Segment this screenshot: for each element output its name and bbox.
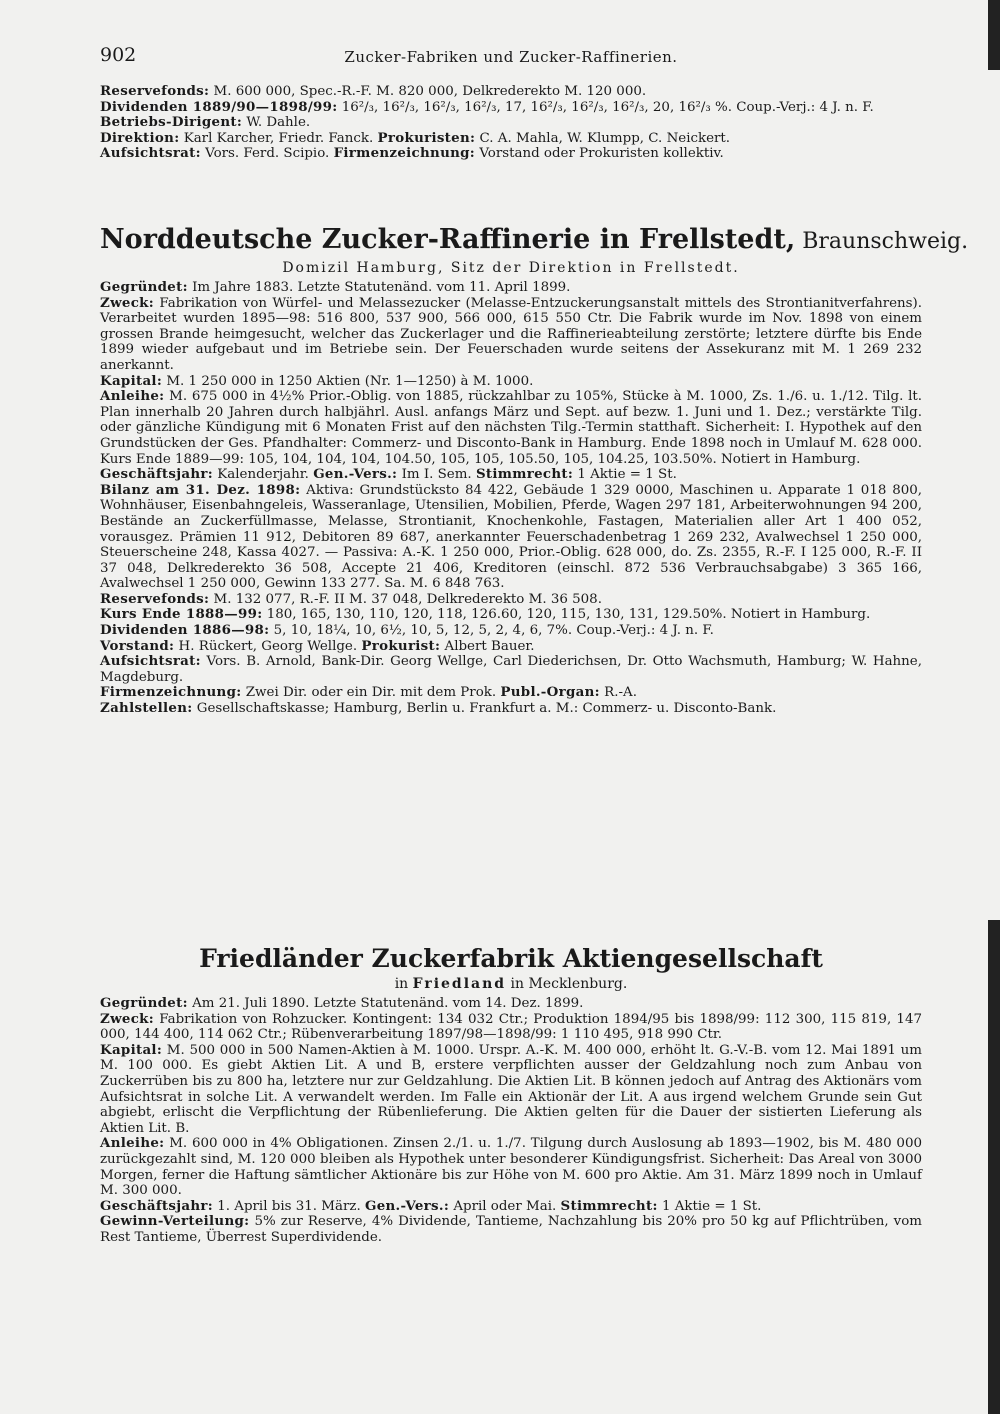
entry-value: 5% zur Reserve, 4% Dividende, Tantieme, Nachzahlung bis 20% pro 50 kg auf Pflichtrüben, vom Rest Tantieme, Überrest Superdividende. xyxy=(100,1214,922,1245)
entry-key: Dividenden 1886—98: xyxy=(100,622,270,639)
entry-value: 1 Aktie = 1 St. xyxy=(573,467,677,483)
running-title: Zucker-Fabriken und Zucker-Raffinerien. xyxy=(344,48,678,66)
entry-key: Firmenzeichnung: xyxy=(100,684,242,701)
entry-value: 5, 10, 18¼, 10, 6½, 10, 5, 12, 5, 2, 4, 6, 7%. Coup.-Verj.: 4 J. n. F. xyxy=(269,623,714,639)
entry-key: Anleihe: xyxy=(100,388,165,405)
entry-key: Bilanz am 31. Dez. 1898: xyxy=(100,481,301,498)
entry-value: Albert Bauer. xyxy=(440,638,535,654)
entry xyxy=(100,1214,922,1245)
entry-dividenden: Dividenden 1889/90—1898/99: 16²/₃, 16²/₃, 16²/₃, 16²/₃, 17, 16²/₃, 16²/₃, 16²/₃, 20, 16²/₃ %. Coup.-Verj.: 4 J. n. F. xyxy=(100,98,874,115)
scan-edge xyxy=(988,920,1000,1414)
entry xyxy=(100,1199,922,1215)
entry-value: M. 600 000 in 4% Obligationen. Zinsen 2./1. u. 1./7. Tilgung durch Auslosung ab 1893—1902, bis M. 480 000 zurückgezahlt sind, M. 120 000 bleiben als Hypothek unter besonderer Kündigungsfrist. Sicherheit: Das Areal von 3000 Morgen, ferner die Haftung sämtlicher Aktionäre bis zur Höhe von M. 600 pro Aktie. Am 31. März 1899 noch in Umlauf M. 300 000. xyxy=(100,1136,922,1199)
entry-key: Prokurist: xyxy=(361,637,441,654)
entry-value: Gesellschaftskasse; Hamburg, Berlin u. Frankfurt a. M.: Commerz- u. Disconto-Bank. xyxy=(192,701,777,717)
entry-key: Geschäftsjahr: xyxy=(100,1197,213,1214)
entry-value: Aktiva: Grundstücksto 84 422, Gebäude 1 329 0000, Maschinen u. Apparate 1 018 800, Wohnhäuser, Eisenbahngeleis, Wasseranlage, Utensilien, Mobilien, Pferde, Wagen 297 181, Arbeiterwohnungen 94 200, Bestände an Zuckerfüllmasse, Melasse, Strontianit, Knochenkohle, Fastagen, Materialien aller Art 1 400 052, vorausgez. Prämien 11 912, Debitoren 89 687, anerkannter Feuerschadenbetrag 1 269 232, Avalwechsel 1 250 000, Steuerscheine 248, Kassa 4027. — Passiva: A.-K. 1 250 000, Prior.-Oblig. 628 000, do. Zs. 2355, R.-F. I 125 000, R.-F. II 37 048, Delkrederekto 36 508, Accepte 21 406, Kreditoren (einschl. 872 536 Verbrauchsabgabe) 3 365 166, Avalwechsel 1 250 000, Gewinn 133 277. Sa. M. 6 848 763. xyxy=(100,482,923,592)
entry-key: Gegründet: xyxy=(100,279,188,295)
entry-value: M. 132 077, R.-F. II M. 37 048, Delkrederekto M. 36 508. xyxy=(209,591,602,607)
entry-key: Kapital: xyxy=(100,372,163,389)
company-friedlaender xyxy=(100,942,922,1246)
entry xyxy=(100,280,922,296)
company-norddeutsche xyxy=(100,222,969,717)
entry-reservefonds: Reservefonds: M. 600 000, Spec.-R.-F. M. 820 000, Delkrederekto M. 120 000. xyxy=(100,83,647,99)
entry xyxy=(100,623,922,639)
entry-key: Gen.-Vers.: xyxy=(313,466,398,483)
entry-betriebs-dirigent: Betriebs-Dirigent: W. Dahle. xyxy=(100,114,311,131)
entry xyxy=(100,654,922,685)
entry xyxy=(100,701,922,717)
entry xyxy=(100,996,922,1012)
entry-key: Geschäftsjahr: xyxy=(100,466,213,483)
entry-key: Vorstand: xyxy=(100,637,175,654)
company-entries xyxy=(100,280,922,717)
entry xyxy=(100,467,922,483)
entry xyxy=(100,374,922,390)
entry-value: 1 Aktie = 1 St. xyxy=(657,1198,762,1214)
entry-value: M. 1 250 000 in 1250 Aktien (Nr. 1—1250) à M. 1000. xyxy=(162,373,534,389)
page-number: 902 xyxy=(100,44,137,66)
scan-edge xyxy=(988,0,1000,70)
entry-key: Kapital: xyxy=(100,1041,163,1058)
entry-value: Im Jahre 1883. Letzte Statutenänd. vom 11. April 1899. xyxy=(187,280,571,295)
entry-value: Am 21. Juli 1890. Letzte Statutenänd. vom 14. Dez. 1899. xyxy=(187,996,584,1011)
entry-key: Gegründet: xyxy=(100,995,188,1011)
previous-entry-tail xyxy=(100,84,922,162)
company-subtitle: in Friedland in Mecklenburg. xyxy=(394,976,628,992)
entry xyxy=(100,607,922,623)
entry-value: April oder Mai. xyxy=(449,1198,561,1214)
entry-key: Zweck: xyxy=(100,1010,154,1027)
page-header xyxy=(100,38,922,68)
entry-key: Zahlstellen: xyxy=(100,700,193,717)
company-subtitle: Domizil Hamburg, Sitz der Direktion in Frellstedt. xyxy=(282,260,740,276)
entry xyxy=(100,296,922,374)
entry-key: Aufsichtsrat: xyxy=(100,653,201,670)
entry-key: Reservefonds: xyxy=(100,590,210,607)
entry xyxy=(100,389,922,467)
entry-value: R.-A. xyxy=(599,685,637,701)
entry-value: M. 675 000 in 4½% Prior.-Oblig. von 1885, rückzahlbar zu 105%, Stücke à M. 1000, Zs. 1./6. u. 1./12. Tilg. lt. Plan innerhalb 20 Jahren durch halbjährl. Ausl. anfangs März und Sept. auf bezw. 1. Juni und 1. Dez.; verstärkte Tilg. oder gänzliche Kündigung mit 6 Monaten Frist auf den nächsten Tilg.-Termin statthaft. Sicherheit: I. Hypothek auf den Grundstücken der Ges. Pfandhalter: Commerz- und Disconto-Bank in Hamburg. Ende 1898 noch in Umlauf M. 628 000. Kurs Ende 1889—99: 105, 104, 104, 104, 104.50, 105, 105, 105.50, 105, 104.25, 103.50%. Notiert in Hamburg. xyxy=(100,389,922,467)
entry-value: H. Rückert, Georg Wellge. xyxy=(174,638,362,654)
entry xyxy=(100,1136,922,1198)
entry xyxy=(100,483,922,592)
entry-aufsichtsrat: Aufsichtsrat: Vors. Ferd. Scipio. Firmenzeichnung: Vorstand oder Prokuristen kollektiv. xyxy=(100,145,724,162)
entry-value: 1. April bis 31. März. xyxy=(213,1198,365,1214)
entry xyxy=(100,1043,922,1137)
company-title: Norddeutsche Zucker-Raffinerie in Frellstedt, Braunschweig. xyxy=(100,224,969,255)
entry-value: Im I. Sem. xyxy=(397,467,476,483)
entry-key: Stimmrecht: xyxy=(475,466,574,483)
company-entries xyxy=(100,996,922,1246)
entry-value: Zwei Dir. oder ein Dir. mit dem Prok. xyxy=(241,685,501,701)
entry xyxy=(100,592,922,608)
entry xyxy=(100,685,922,701)
entry-value: Fabrikation von Würfel- und Melassezucker (Melasse-Entzuckerungsanstalt mittels des Strontianitverfahrens). Verarbeitet wurden 1895—98: 516 800, 537 900, 566 000, 615 550 Ctr. Die Fabrik wurde im Nov. 1898 von einem grossen Brande heimgesucht, welcher das Zuckerlager und die Raffinerieabteilung zerstörte; letztere dürfte bis Ende 1899 wieder aufgebaut und im Betriebe sein. Der Feuerschaden wurde seitens der Assekuranz mit M. 1 269 232 anerkannt. xyxy=(100,295,922,373)
entry-key: Zweck: xyxy=(100,294,154,311)
entry-key: Anleihe: xyxy=(100,1135,165,1152)
entry-key: Stimmrecht: xyxy=(560,1197,658,1214)
company-title: Friedländer Zuckerfabrik Aktiengesellschaft xyxy=(199,944,823,973)
entry-key: Gewinn-Verteilung: xyxy=(100,1213,250,1230)
entry xyxy=(100,1012,922,1043)
entry-value: Vors. B. Arnold, Bank-Dir. Georg Wellge, Carl Diederichsen, Dr. Otto Wachsmuth, Hamburg; W. Hahne, Magdeburg. xyxy=(100,654,922,685)
entry-key: Publ.-Organ: xyxy=(500,684,600,701)
entry-value: M. 500 000 in 500 Namen-Aktien à M. 1000. Urspr. A.-K. M. 400 000, erhöht lt. G.-V.-B. vom 12. Mai 1891 um M. 100 000. Es giebt Aktien Lit. A und B, erstere verpflichten ausser der Geldzahlung noch zum Anbau von Zuckerrüben bis zu 800 ha, letztere nur zur Geldzahlung. Die Aktien Lit. B können jedoch auf Antrag des Aktionärs vom Aufsichtsrat in solche Lit. A verwandelt werden. Im Falle ein Aktionär der Lit. A aus irgend welchem Grunde sein Gut abgiebt, erlischt die Verpflichtung der Rübenlieferung. Die Aktien gelten für die Dauer der sistierten Lieferung als Aktien Lit. B. xyxy=(100,1042,922,1136)
entry-direktion: Direktion: Karl Karcher, Friedr. Fanck. Prokuristen: C. A. Mahla, W. Klumpp, C. Neickert. xyxy=(100,129,731,146)
entry-value: Kalenderjahr. xyxy=(213,467,314,483)
entry xyxy=(100,639,922,655)
entry-value: Fabrikation von Rohzucker. Kontingent: 134 032 Ctr.; Produktion 1894/95 bis 1898/99: 112 300, 115 819, 147 000, 144 400, 114 062 Ctr.; Rübenverarbeitung 1897/98—1898/99: 1 110 495, 918 990 Ctr. xyxy=(100,1011,922,1043)
entry-key: Gen.-Vers.: xyxy=(364,1197,450,1214)
entry-value: 180, 165, 130, 110, 120, 118, 126.60, 120, 115, 130, 131, 129.50%. Notiert in Hamburg. xyxy=(262,607,871,623)
entry-key: Kurs Ende 1888—99: xyxy=(100,606,263,623)
